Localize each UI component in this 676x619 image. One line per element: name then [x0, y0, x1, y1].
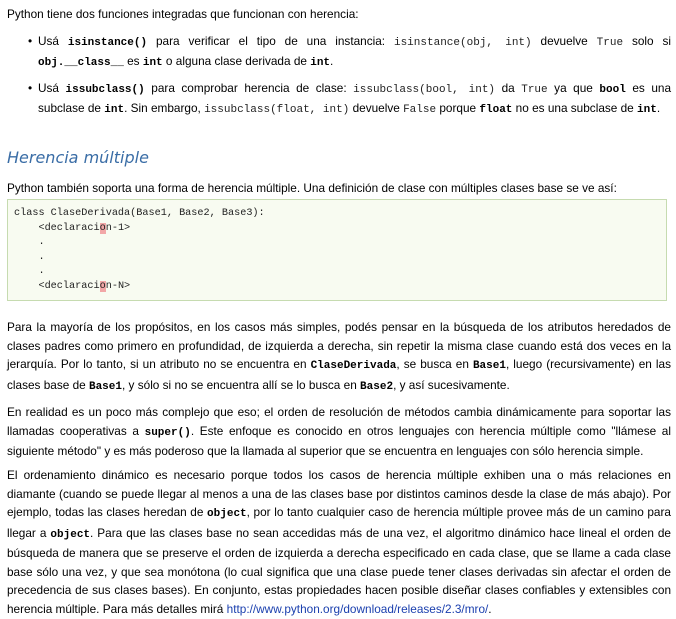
code-text: n-1>	[105, 222, 131, 234]
text-run: En realidad es un poco más complejo que eso; el orden de resolución de métodos cambia dinámicamente para soportar las llamadas cooperativas a	[7, 405, 671, 438]
code-text: <declaraci	[14, 280, 100, 292]
text-run: Para la mayoría de los propósitos, en los casos más simples, podés pensar en la búsqueda de los atributos heredados de clases padres como primero en profundidad, de izquierda a derecha, sin repetir la misma clase cuando está dos veces en la jerarquía. Por lo tanto, si un atributo no se encuentra en	[7, 320, 671, 371]
text-run: . Este enfoque es conocido en otros lenguajes con herencia múltiple como "llámese al siguiente método" y es más poderoso que la llamada al superior que se encuentra en lenguajes con sólo herencia simple.	[7, 423, 671, 458]
code-int: int	[142, 57, 163, 69]
code-base2: Base2	[360, 380, 394, 393]
code-float: float	[479, 104, 513, 116]
paragraph-mro-simple	[7, 318, 671, 396]
text-run: es	[123, 54, 143, 68]
bullet-icon: •	[28, 81, 33, 95]
paragraph-super	[7, 403, 671, 461]
text-run: da	[495, 81, 522, 95]
text-run: , luego (recursivamente) en las clases base de	[7, 357, 671, 392]
code-base1: Base1	[472, 360, 506, 372]
text-run: porque	[436, 101, 480, 115]
text-run: , y así sucesivamente.	[393, 377, 510, 392]
text-run: o alguna clase derivada de	[162, 54, 311, 68]
bullet-icon: •	[28, 34, 33, 48]
text-run: solo si	[623, 34, 671, 48]
code-object: object	[207, 508, 247, 520]
text-run: para verificar el tipo de una instancia:	[147, 34, 394, 48]
text-run: devuelve	[349, 101, 404, 115]
list-item-isinstance	[7, 32, 671, 72]
code-line: class ClaseDerivada(Base1, Base2, Base3):	[14, 208, 265, 219]
text-run: es una subclase de	[38, 81, 672, 115]
text-run: ya que	[547, 81, 600, 95]
code-true: True	[596, 37, 624, 49]
code-example: issubclass(float, int)	[204, 104, 350, 116]
text-run: .	[656, 101, 661, 115]
mro-link[interactable]: http://www.python.org/download/releases/2.3/mro/	[226, 601, 489, 616]
code-isinstance: isinstance()	[67, 37, 148, 49]
text-run: , se busca en	[396, 357, 473, 371]
code-int: int	[637, 104, 657, 116]
list-item-issubclass	[7, 79, 671, 119]
code-block[interactable]	[7, 199, 667, 301]
code-line	[14, 281, 130, 292]
section-heading: Herencia múltiple	[7, 148, 149, 167]
code-issubclass: issubclass()	[65, 84, 145, 96]
text-run: , por lo tanto cualquier caso de herencia múltiple provee más de un camino para llegar a	[7, 505, 671, 540]
code-object: object	[50, 528, 91, 541]
lead-text: Python también soporta una forma de herencia múltiple. Una definición de clase con múltiples clases base se ve así:	[7, 181, 617, 195]
text-run: Usá	[38, 34, 68, 48]
text-cursor-highlight: o	[99, 222, 106, 234]
text-run: Usá	[38, 81, 66, 95]
code-int: int	[104, 104, 125, 116]
code-obj-class: obj.__class__	[38, 57, 124, 69]
text-cursor-highlight: o	[99, 280, 106, 292]
text-run: , y sólo si no se encuentra allí se lo busca en	[122, 377, 361, 392]
code-bool: bool	[599, 84, 626, 96]
intro-text: Python tiene dos funciones integradas que funcionan con herencia:	[7, 7, 359, 21]
text-run: no es una subclase de	[512, 101, 638, 115]
code-clasederivada: ClaseDerivada	[310, 360, 397, 372]
code-line: .	[14, 266, 45, 277]
text-run: para comprobar herencia de clase:	[144, 81, 354, 95]
code-line	[14, 223, 130, 234]
code-text: n-N>	[105, 280, 131, 292]
code-line: .	[14, 251, 45, 263]
code-line: .	[14, 237, 45, 248]
text-run: . Sin embargo,	[124, 101, 205, 115]
code-text: <declaraci	[14, 222, 100, 234]
text-run: .	[488, 601, 492, 616]
code-base1: Base1	[88, 380, 122, 393]
code-false: False	[403, 104, 437, 116]
text-run: devuelve	[531, 34, 597, 48]
builtin-functions-list	[7, 32, 671, 119]
paragraph-diamond	[7, 466, 671, 618]
code-example: issubclass(bool, int)	[353, 84, 496, 96]
code-example: isinstance(obj, int)	[393, 37, 532, 49]
code-int: int	[310, 57, 331, 69]
text-run: . Para que las clases base no sean accedidas más de una vez, el algoritmo dinámico hace lineal el orden de búsqueda de manera que se preserve el orden de izquierda a derecha especificado en cada clase, que se llame a cada clase base sólo una vez, y que sea monótona (lo cual significa que una clase puede tener clases derivadas sin afectar el orden de precedencia de sus clases bases). En conjunto, estas propiedades hacen posible diseñar clases confiables y extensibles con herencia múltiple. Para más detalles mirá	[7, 525, 671, 616]
text-run: .	[330, 54, 334, 68]
code-true: True	[521, 84, 548, 96]
text-run: El ordenamiento dinámico es necesario porque todos los casos de herencia múltiple exhiben una o más relaciones en diamante (cuando se puede llegar al menos a una de las clases base por distintos caminos desde la clase de más abajo). Por ejemplo, todas las clases heredan de	[7, 468, 671, 519]
code-super: super()	[144, 426, 191, 439]
